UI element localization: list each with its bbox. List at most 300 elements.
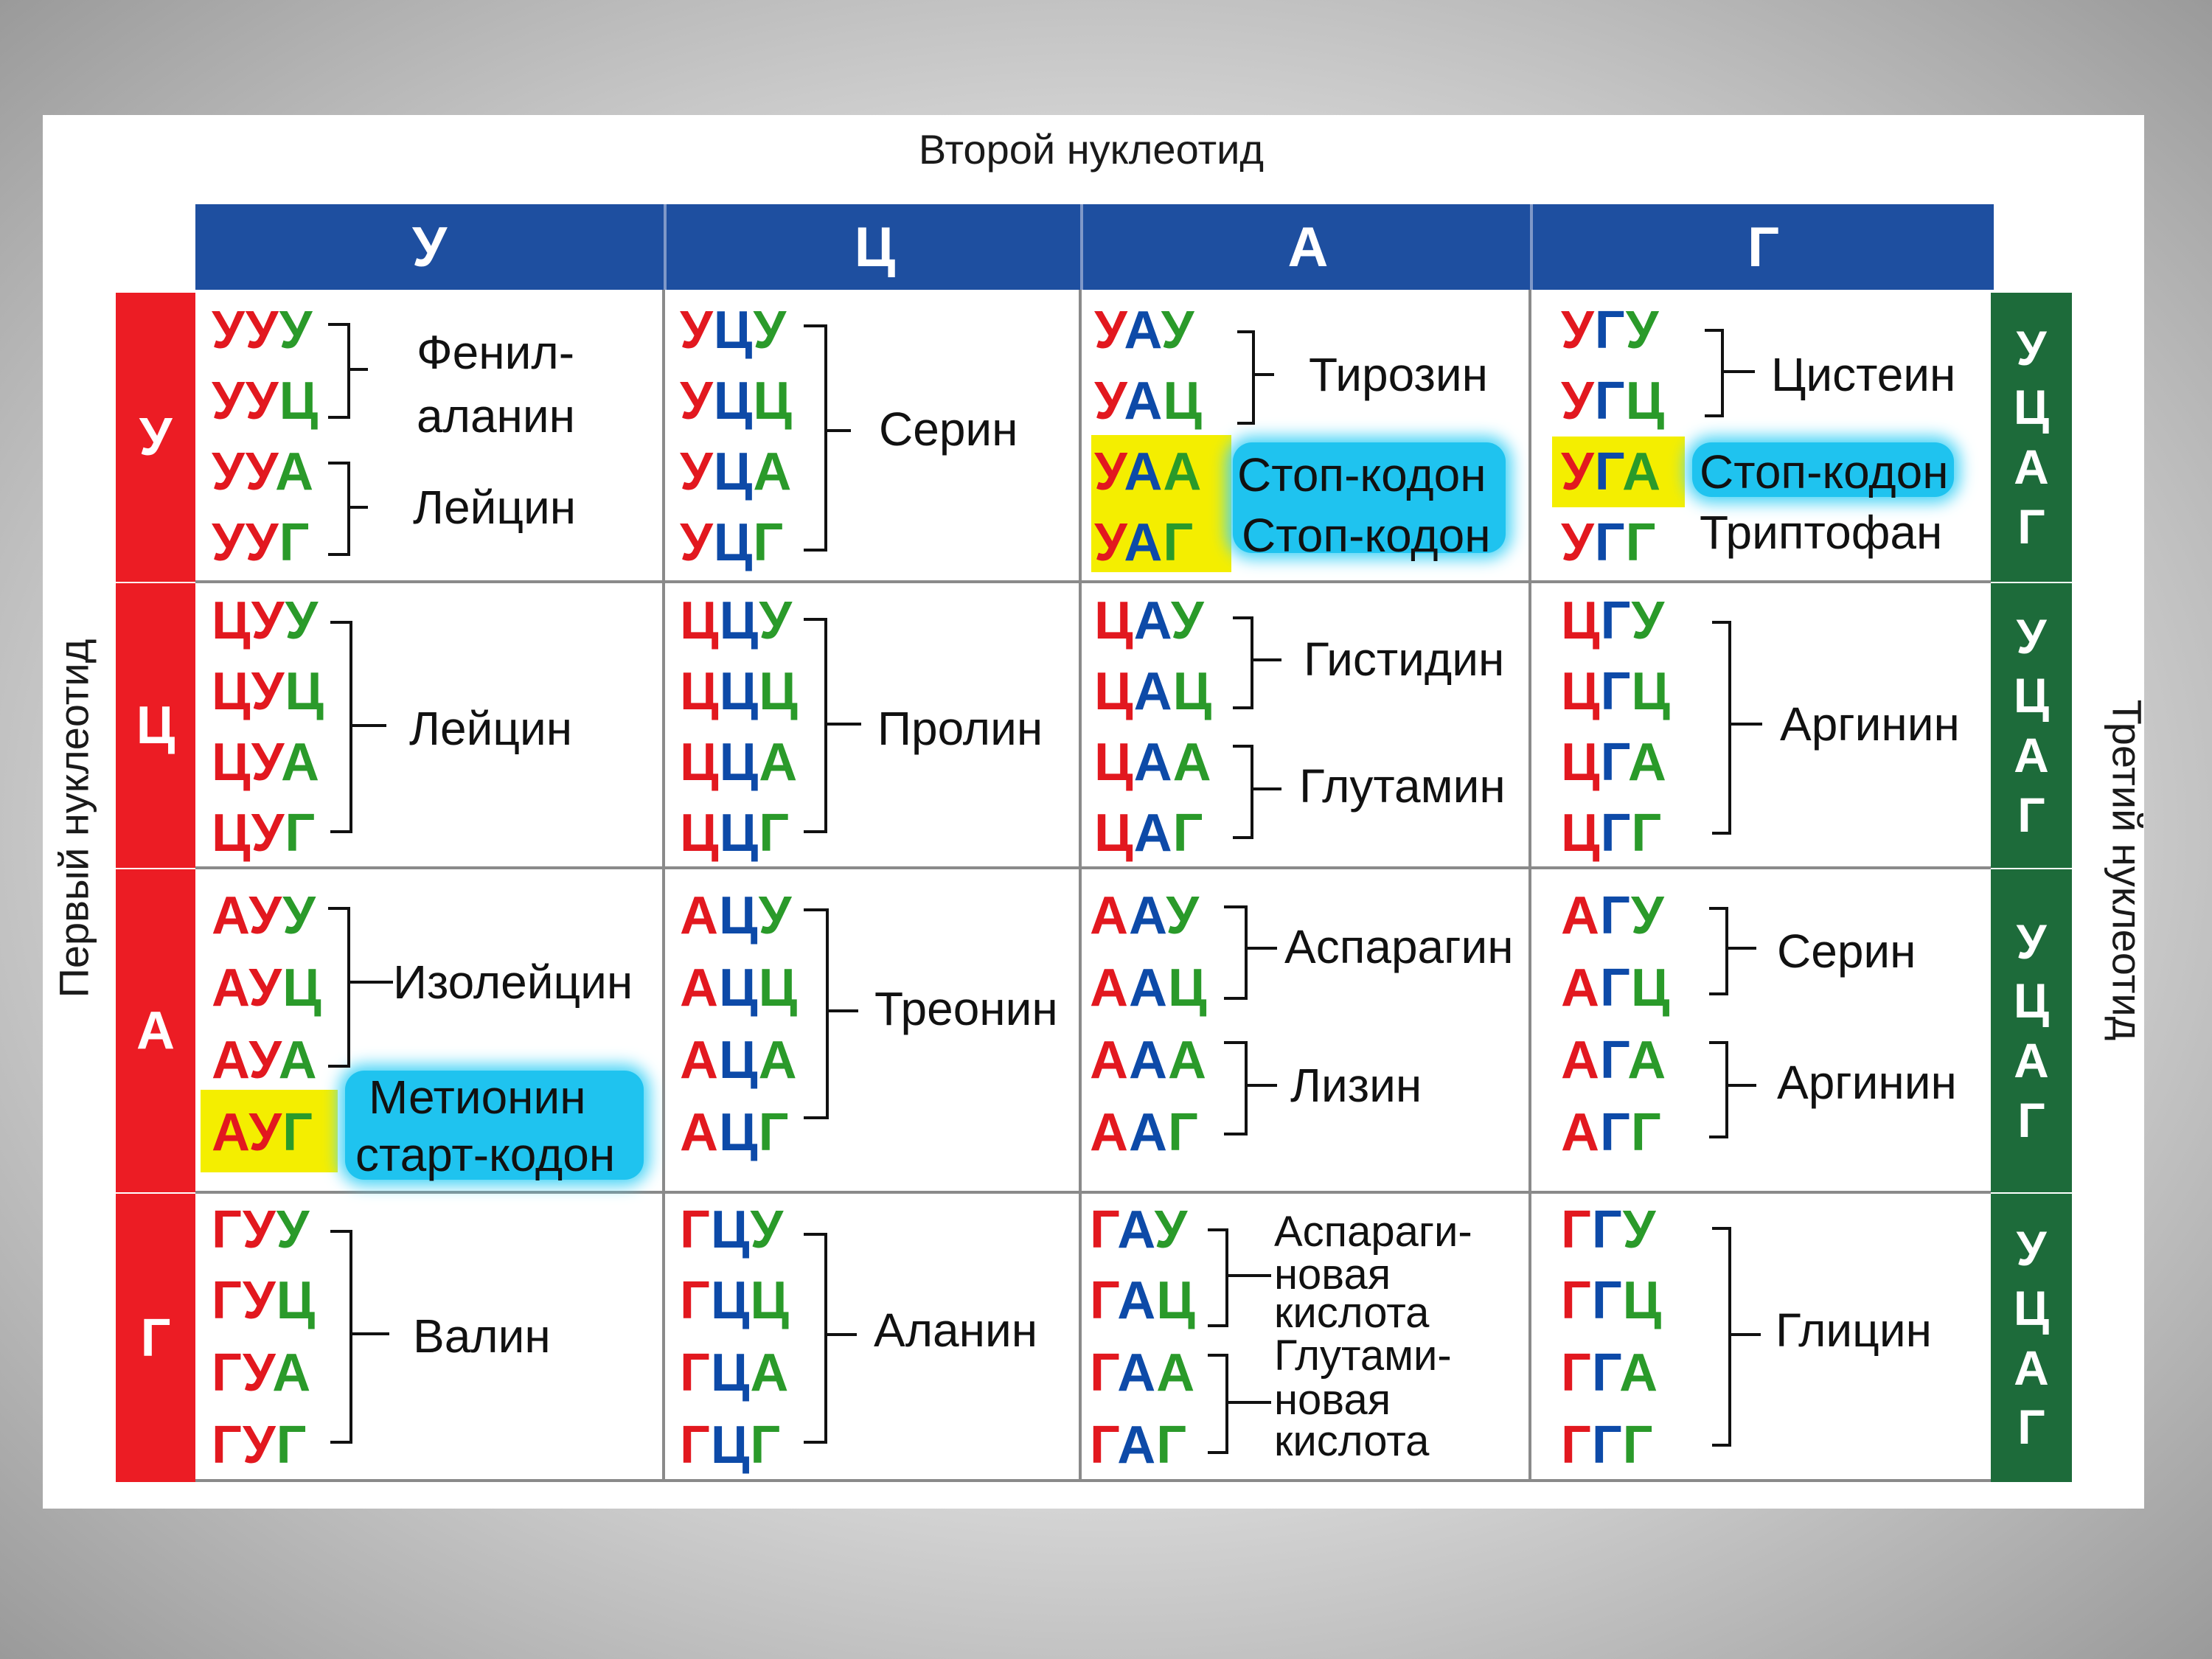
bracket [1233,616,1253,709]
codon [212,513,310,572]
codon-letter: Г [1591,1416,1623,1475]
bracket-stem [1721,370,1755,373]
bracket-stem [349,1332,389,1335]
codon-letter: Ц [212,733,251,792]
codon-letter: Г [1591,1271,1623,1330]
codon [212,662,324,721]
codon-letter: А [1133,804,1173,863]
third-letter: Ц [2013,668,2050,723]
codon-letter: У [1094,442,1124,501]
codon-letter: Г [1090,1271,1118,1330]
codon [680,301,787,360]
codon [1090,1103,1199,1162]
codon-letter: А [1090,1031,1129,1090]
codon [1561,442,1662,501]
first-nucleotide-title-text: Первый нуклеотид [50,639,97,998]
amino-acid-label: Цистеин [1771,348,1956,401]
third-letter: Г [2017,1092,2045,1147]
codon [1094,591,1205,650]
bracket [328,323,350,419]
codon-letter: У [680,442,714,501]
codon-letter: Г [285,804,316,863]
codon-letter: У [248,1031,279,1090]
bracket-stem [1245,1084,1277,1087]
row-header-a: А [116,869,195,1192]
codon-letter: Г [1561,1200,1592,1259]
codon-letter: Ц [212,591,251,650]
codon-letter: Ц [1561,662,1601,721]
bracket-stem [1251,658,1281,661]
codon-letter: Ц [279,372,319,431]
codon-letter: У [276,1200,310,1259]
codon-letter: У [750,1200,785,1259]
codon-letter: А [1561,1103,1600,1162]
bracket [1712,1227,1731,1447]
codon-letter: Г [1600,959,1631,1018]
codon-letter: Г [1600,591,1632,650]
codon [212,1343,312,1402]
codon-letter: А [1117,1271,1157,1330]
start-codon-label: старт-кодон [355,1128,616,1181]
codon-letter: У [1166,886,1200,945]
codon-letter: У [245,301,279,360]
codon-letter: Ц [710,1271,751,1330]
codon-letter: А [1117,1200,1155,1259]
codon-letter: Ц [212,662,251,721]
codon-letter: А [1561,959,1600,1018]
amino-acid-label: Глицин [1775,1304,1932,1357]
codon-letter: Ц [680,662,720,721]
codon [1094,733,1212,792]
codon-letter: У [1161,301,1195,360]
codon-letter: Г [1594,372,1626,431]
third-letter: Г [2017,1399,2045,1455]
start-codon-label: Метионин [369,1071,586,1124]
bracket [804,324,827,552]
codon [212,1200,310,1259]
amino-acid-label: Лейцин [413,481,577,534]
grid-line [662,290,665,1482]
codon-letter: Г [212,1200,243,1259]
codon-letter: Ц [680,804,720,863]
codon-letter: А [680,959,719,1018]
codon-letter: Ц [713,513,754,572]
amino-acid-label: Тирозин [1309,348,1488,401]
codon-letter: У [248,959,283,1018]
codon [1090,886,1200,945]
stop-codon-label: Стоп-кодон [1237,448,1486,501]
codon-letter: Г [212,1416,243,1475]
third-letter: Ц [2013,973,2050,1029]
bracket [1224,905,1248,1000]
amino-acid-label: кислота [1274,1289,1430,1337]
codon-letter: А [1117,1416,1157,1475]
codon-letter: У [759,591,793,650]
codon-letter: А [1124,372,1164,431]
codon-letter: У [242,1416,276,1475]
codon-letter: Ц [680,733,720,792]
third-letter: У [2016,1221,2047,1276]
codon [1090,1343,1196,1402]
codon-letter: Г [1622,1416,1654,1475]
codon-letter: У [251,591,285,650]
codon [1561,1200,1657,1259]
codon-letter: У [758,886,793,945]
codon-letter: Ц [710,1200,751,1259]
third-letter: Г [2017,498,2045,554]
codon-letter: А [1163,442,1203,501]
amino-acid-label: Изолейцин [393,956,633,1009]
third-letter: У [2016,320,2047,375]
codon [212,1271,316,1330]
bracket-stem [824,723,861,726]
codon-letter: У [1094,301,1124,360]
bracket [1233,745,1253,839]
codon [680,372,793,431]
codon [680,1031,798,1090]
third-letters-block [1991,583,2072,868]
grid-line [195,1191,1991,1194]
bracket-stem [347,981,393,984]
codon-letter: А [1619,1343,1659,1402]
codon-letter: Ц [719,733,759,792]
codon-letter: А [1090,959,1129,1018]
amino-acid-label: Серин [1777,925,1916,978]
codon-letter: Ц [713,301,754,360]
codon-letter: Ц [276,1271,316,1330]
bracket-stem [1728,723,1762,726]
grid-line [1528,290,1531,1482]
codon-letter: Г [1631,804,1663,863]
codon-letter: Г [1591,1343,1620,1402]
codon-letter: У [753,301,787,360]
bracket [1705,329,1724,417]
codon [680,886,793,945]
codon-letter: Г [1591,1200,1623,1259]
codon-letter: У [251,804,285,863]
codon-letter: А [1133,733,1173,792]
codon [1561,804,1663,863]
codon-letter: У [1561,301,1595,360]
codon-letter: Ц [1561,591,1601,650]
codon-letter: А [1156,1343,1196,1402]
third-letter: У [2016,608,2047,664]
third-letter: А [2014,728,2049,782]
codon-letter: У [1094,513,1124,572]
codon-letter: Г [1594,513,1626,572]
third-letter: У [2016,914,2047,969]
codon-letter: Г [212,1271,243,1330]
codon-letter: У [251,733,281,792]
bracket-stem [1245,947,1277,950]
amino-acid-label: Аспараги- [1274,1208,1472,1256]
amino-acid-label: аланин [417,389,575,442]
codon [680,1103,790,1162]
third-letter: Ц [2013,380,2050,435]
codon-letter: Ц [713,372,754,431]
bracket-stem [1252,373,1274,376]
codon [212,804,316,863]
codon-letter: Ц [710,1416,751,1475]
amino-acid-label: Треонин [874,982,1058,1035]
amino-acid-label: Триптофан [1700,506,1943,559]
codon-letter: А [1129,1103,1168,1162]
codon-letter: А [212,1031,249,1090]
codon-letter: Г [1600,733,1628,792]
codon [1090,1271,1196,1330]
codon-letter: Ц [758,959,799,1018]
col-header-g: Г [1530,204,1994,290]
codon-letter: А [1117,1343,1157,1402]
codon-letter: Г [1600,1031,1628,1090]
codon-letter: Г [1090,1343,1118,1402]
codon-letter: Г [1163,513,1194,572]
codon [680,1343,790,1402]
codon-letter: Г [680,1271,711,1330]
codon-letter: У [680,513,714,572]
bracket-stem [349,724,386,727]
codon-letter: Г [1090,1200,1118,1259]
codon-letter: А [1168,1031,1207,1090]
grid-line [1079,290,1082,1482]
codon-letter: Г [1561,1271,1592,1330]
codon-letter: У [1625,301,1660,360]
codon-letter: Г [1561,1416,1592,1475]
bracket-stem [824,1333,857,1336]
codon-letter: А [680,1103,719,1162]
codon [680,1200,785,1259]
codon-letter: Г [753,513,785,572]
col-header-c: Ц [664,204,1083,290]
codon-letter: А [1172,733,1212,792]
codon-letter: У [680,372,714,431]
codon [212,1416,307,1475]
codon-letter: Г [759,804,790,863]
codon-letter: Ц [753,372,793,431]
third-letter: Ц [2013,1280,2050,1335]
codon-letter: Ц [719,1031,759,1090]
codon-letter: А [280,733,320,792]
codon-letter: У [1561,513,1595,572]
codon-letter: Ц [1156,1271,1196,1330]
bracket-stem [347,506,368,509]
codon-letter: Г [680,1343,711,1402]
codon-letter: У [248,886,283,945]
codon-letter: У [1094,372,1124,431]
codon [1561,1343,1659,1402]
bracket-stem [347,368,368,371]
codon-letter: У [212,442,246,501]
codon [1561,886,1665,945]
row-header-c: Ц [116,583,195,868]
codon-letter: У [212,301,246,360]
codon-letter: Ц [1172,662,1213,721]
codon [1561,591,1666,650]
codon [1090,959,1208,1018]
codon-letter: Ц [719,662,759,721]
third-letters-block [1991,1194,2072,1482]
codon-letter: Ц [282,959,322,1018]
codon [1561,959,1671,1018]
bracket-stem [1725,1084,1756,1087]
amino-acid-label: Валин [413,1310,551,1363]
codon [680,591,793,650]
bracket [1208,1354,1228,1454]
bracket [804,618,827,833]
stop-codon-label: Стоп-кодон [1242,509,1491,562]
amino-acid-label: Лейцин [409,702,573,755]
codon-letter: Ц [719,959,759,1018]
codon-letter: Г [279,513,310,572]
codon-letter: Г [212,1343,243,1402]
bracket [1237,330,1255,425]
amino-acid-label: Глутамин [1299,759,1506,813]
second-nucleotide-title: Второй нуклеотид [918,126,1265,173]
codon-letter: Г [1561,1343,1592,1402]
codon-letter: Г [282,1103,313,1162]
bracket [328,462,350,556]
codon-letter: А [1133,591,1171,650]
codon-letter: Г [1090,1416,1118,1475]
bracket [1224,1041,1248,1135]
codon-letter: А [758,1031,798,1090]
bracket [1712,621,1731,835]
codon [680,959,799,1018]
codon [212,591,319,650]
codon-letter: А [680,1031,719,1090]
bracket-stem [1251,787,1281,790]
codon-letter: У [251,662,285,721]
codon-letter: Ц [1094,733,1134,792]
codon-letter: Г [1594,301,1626,360]
row-header-g: Г [116,1194,195,1482]
amino-acid-label: Аспарагин [1284,920,1514,973]
codon-letter: Ц [719,591,759,650]
codon-letter: Г [1600,804,1632,863]
amino-acid-label: новая [1274,1251,1391,1298]
codon-letter: У [245,442,276,501]
codon-letter: Ц [285,662,324,721]
codon-letter: А [278,1031,318,1090]
codon-letter: Ц [1168,959,1208,1018]
codon [1561,372,1666,431]
bracket [328,907,350,1068]
codon-letter: Г [1600,886,1631,945]
amino-acid-label: Лизин [1290,1059,1422,1112]
codon [680,662,799,721]
bracket-stem [1725,947,1756,950]
amino-acid-label: Фенил- [417,326,574,379]
third-letter: Г [2017,787,2045,842]
grid-line [195,580,1991,583]
codon-letter: А [1124,513,1164,572]
codon-letter: У [248,1103,283,1162]
codon-letter: У [242,1200,276,1259]
codon-letter: А [1129,959,1168,1018]
codon-letter: Ц [719,886,759,945]
codon [1090,1200,1189,1259]
codon-letter: Г [680,1200,711,1259]
codon-letter: Г [1168,1103,1199,1162]
third-nucleotide-title-text: Третий нуклеотид [2104,699,2151,1041]
codon-letter: А [1124,442,1164,501]
bracket [330,621,352,833]
codon [680,733,799,792]
codon-letter: Ц [1561,733,1601,792]
third-letters-block [1991,293,2072,582]
codon-letter: У [285,591,319,650]
codon-letter: Ц [759,662,799,721]
codon [1094,662,1213,721]
bracket [804,1233,827,1444]
amino-acid-label: Пролин [877,702,1043,755]
amino-acid-label: Аргинин [1780,698,1960,751]
codon-letter: Ц [680,591,720,650]
codon-letter: Ц [719,804,759,863]
codon-letter: У [279,301,313,360]
codon-letter: Г [276,1416,307,1475]
codon-letter: Ц [1094,662,1134,721]
grid-line [195,1479,1991,1482]
codon-letter: Г [1172,804,1204,863]
codon-letter: А [1124,301,1161,360]
codon-letter: А [753,442,793,501]
codon [680,1416,782,1475]
codon-letter: У [1561,372,1595,431]
bracket [1208,1228,1228,1327]
bracket-stem [1225,1401,1271,1404]
codon-letter: Г [1594,442,1623,501]
codon-letter: У [282,886,316,945]
codon [1561,662,1672,721]
codon-letter: Ц [1631,662,1672,721]
codon [212,442,315,501]
codon-letter: У [1630,886,1665,945]
codon [1090,1031,1207,1090]
codon [212,733,320,792]
codon [1561,513,1657,572]
col-header-u: У [195,204,664,290]
codon-letter: У [242,1343,273,1402]
codon [212,1031,318,1090]
codon-letter: Ц [713,442,754,501]
codon-letter: У [1170,591,1205,650]
bracket-stem [826,1009,858,1012]
codon [1094,301,1195,360]
codon-letter: Ц [1094,591,1134,650]
codon-letter: А [1561,1031,1600,1090]
third-letter: А [2014,1340,2049,1395]
codon-letter: Г [758,1103,790,1162]
codon-letter: Ц [750,1271,790,1330]
bracket [1709,1041,1728,1138]
grid-line [195,866,1991,869]
bracket [804,908,829,1119]
codon-letter: А [212,959,249,1018]
codon-letter: У [680,301,714,360]
amino-acid-label: кислота [1274,1417,1430,1465]
codon [680,442,793,501]
codon-letter: Ц [1163,372,1203,431]
codon-letter: А [1622,442,1662,501]
codon [212,886,316,945]
codon-letter: А [212,1103,249,1162]
bracket [1709,907,1728,995]
codon [212,301,313,360]
codon-letter: Ц [1630,959,1671,1018]
stop-codon-label: Стоп-кодон [1700,445,1949,498]
codon-letter: Ц [212,804,251,863]
